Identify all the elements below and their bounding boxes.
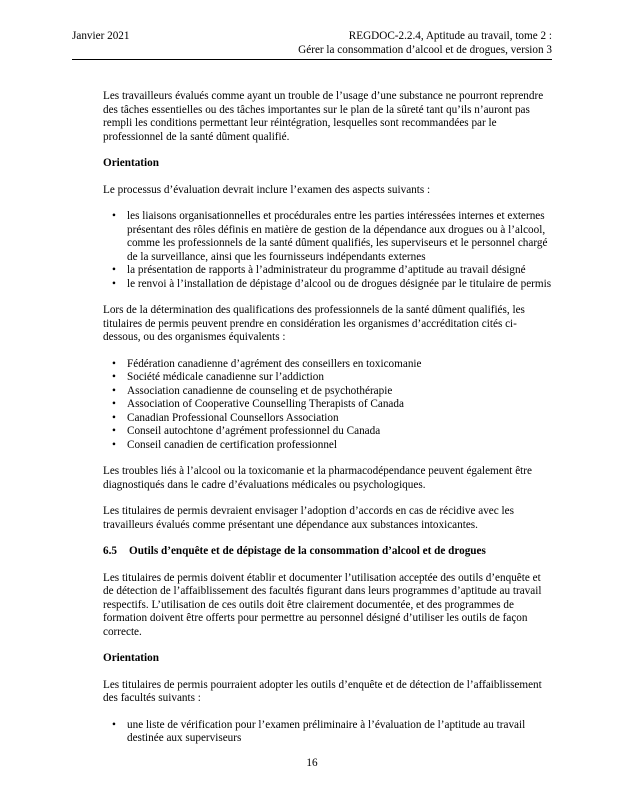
- section-number: 6.5: [103, 545, 117, 557]
- section-title: Outils d’enquête et de dépistage de la consommation d’alcool et de drogues: [129, 545, 486, 557]
- orientation-heading-1: Orientation: [103, 157, 159, 169]
- list-item: • Canadian Professional Counsellors Association: [103, 412, 553, 426]
- list-item: • les liaisons organisationnelles et procédurales entre les parties intéressées internes et externes présentant des rôles définis en matière de gestion de la dépendance aux drogues ou à l’alcool, comme les professionnels de la santé dûment qualifiés, les superviseurs et le personnel chargé de la surveillance, ainsi que les fournisseurs indépendants externes: [103, 210, 553, 264]
- bullet-list-evaluation-aspects: [103, 210, 553, 291]
- section-heading-6-5: [103, 545, 553, 559]
- paragraph-tools-requirement: Les titulaires de permis doivent établir et documenter l’utilisation acceptée des outils d’enquête et de détection de l’affaiblissement des facultés figurant dans leurs programmes d’aptitude au travail respectifs. L’utilisation de ces outils doit être clairement documentée, et des programmes de formation doivent être offerts pour permettre au personnel désigné d’utiliser les outils de façon correcte.: [103, 571, 542, 638]
- paragraph-diagnostics: Les troubles liés à l’alcool ou la toxicomanie et la pharmacodépendance peuvent également être diagnostiqués dans le cadre d’évaluations médicales ou psychologiques.: [103, 465, 532, 491]
- list-item: • le renvoi à l’installation de dépistage d’alcool ou de drogues désignée par le titulaire de permis: [103, 278, 553, 292]
- list-item: • Association canadienne de counseling et de psychothérapie: [103, 385, 553, 399]
- page-footer: [0, 757, 624, 771]
- paragraph-tools-intro: Les titulaires de permis pourraient adopter les outils d’enquête et de détection de l’affaiblissement des facultés suivants :: [103, 678, 542, 704]
- document-body: [103, 90, 553, 746]
- orientation-heading-2: Orientation: [103, 652, 159, 664]
- header-title-line1: REGDOC-2.2.4, Aptitude au travail, tome 2 :: [348, 30, 552, 42]
- list-item: • Conseil canadien de certification professionnel: [103, 439, 553, 453]
- page-number: 16: [306, 756, 318, 769]
- header-document-title: [298, 30, 552, 57]
- header-title-line2: Gérer la consommation d’alcool et de drogues, version 3: [298, 43, 552, 56]
- list-item: • Conseil autochtone d’agrément professionnel du Canada: [103, 425, 553, 439]
- list-item: • Société médicale canadienne sur l’addiction: [103, 371, 553, 385]
- list-item: • la présentation de rapports à l’administrateur du programme d’aptitude au travail désigné: [103, 264, 553, 278]
- bullet-list-accreditation-bodies: [103, 358, 553, 453]
- paragraph-accreditation-intro: Lors de la détermination des qualifications des professionnels de la santé dûment qualifiés, les titulaires de permis peuvent prendre en considération les organismes d’accréditation cités ci-dessous, ou des organismes équivalents :: [103, 304, 525, 343]
- header-rule: [72, 59, 552, 60]
- list-item: • une liste de vérification pour l’examen préliminaire à l’évaluation de l’aptitude au travail destinée aux superviseurs: [103, 719, 553, 746]
- paragraph-reintegration: Les travailleurs évalués comme ayant un trouble de l’usage d’une substance ne pourront reprendre des tâches essentielles ou des tâches importantes sur le plan de la sûreté tant qu’ils n’auront pas rempli les conditions permettant leur réintégration, lesquelles sont recommandées par le professionnel de la santé dûment qualifié.: [103, 90, 544, 143]
- list-item: • Association of Cooperative Counselling Therapists of Canada: [103, 398, 553, 412]
- page-header: [72, 30, 552, 57]
- paragraph-recidive: Les titulaires de permis devraient envisager l’adoption d’accords en cas de récidive avec les travailleurs évalués comme présentant une dépendance aux substances intoxicantes.: [103, 505, 514, 531]
- header-date: Janvier 2021: [72, 30, 130, 42]
- bullet-list-tools: [103, 719, 553, 746]
- paragraph-evaluation-intro: Le processus d’évaluation devrait inclure l’examen des aspects suivants :: [103, 183, 431, 196]
- list-item: • Fédération canadienne d’agrément des conseillers en toxicomanie: [103, 358, 553, 372]
